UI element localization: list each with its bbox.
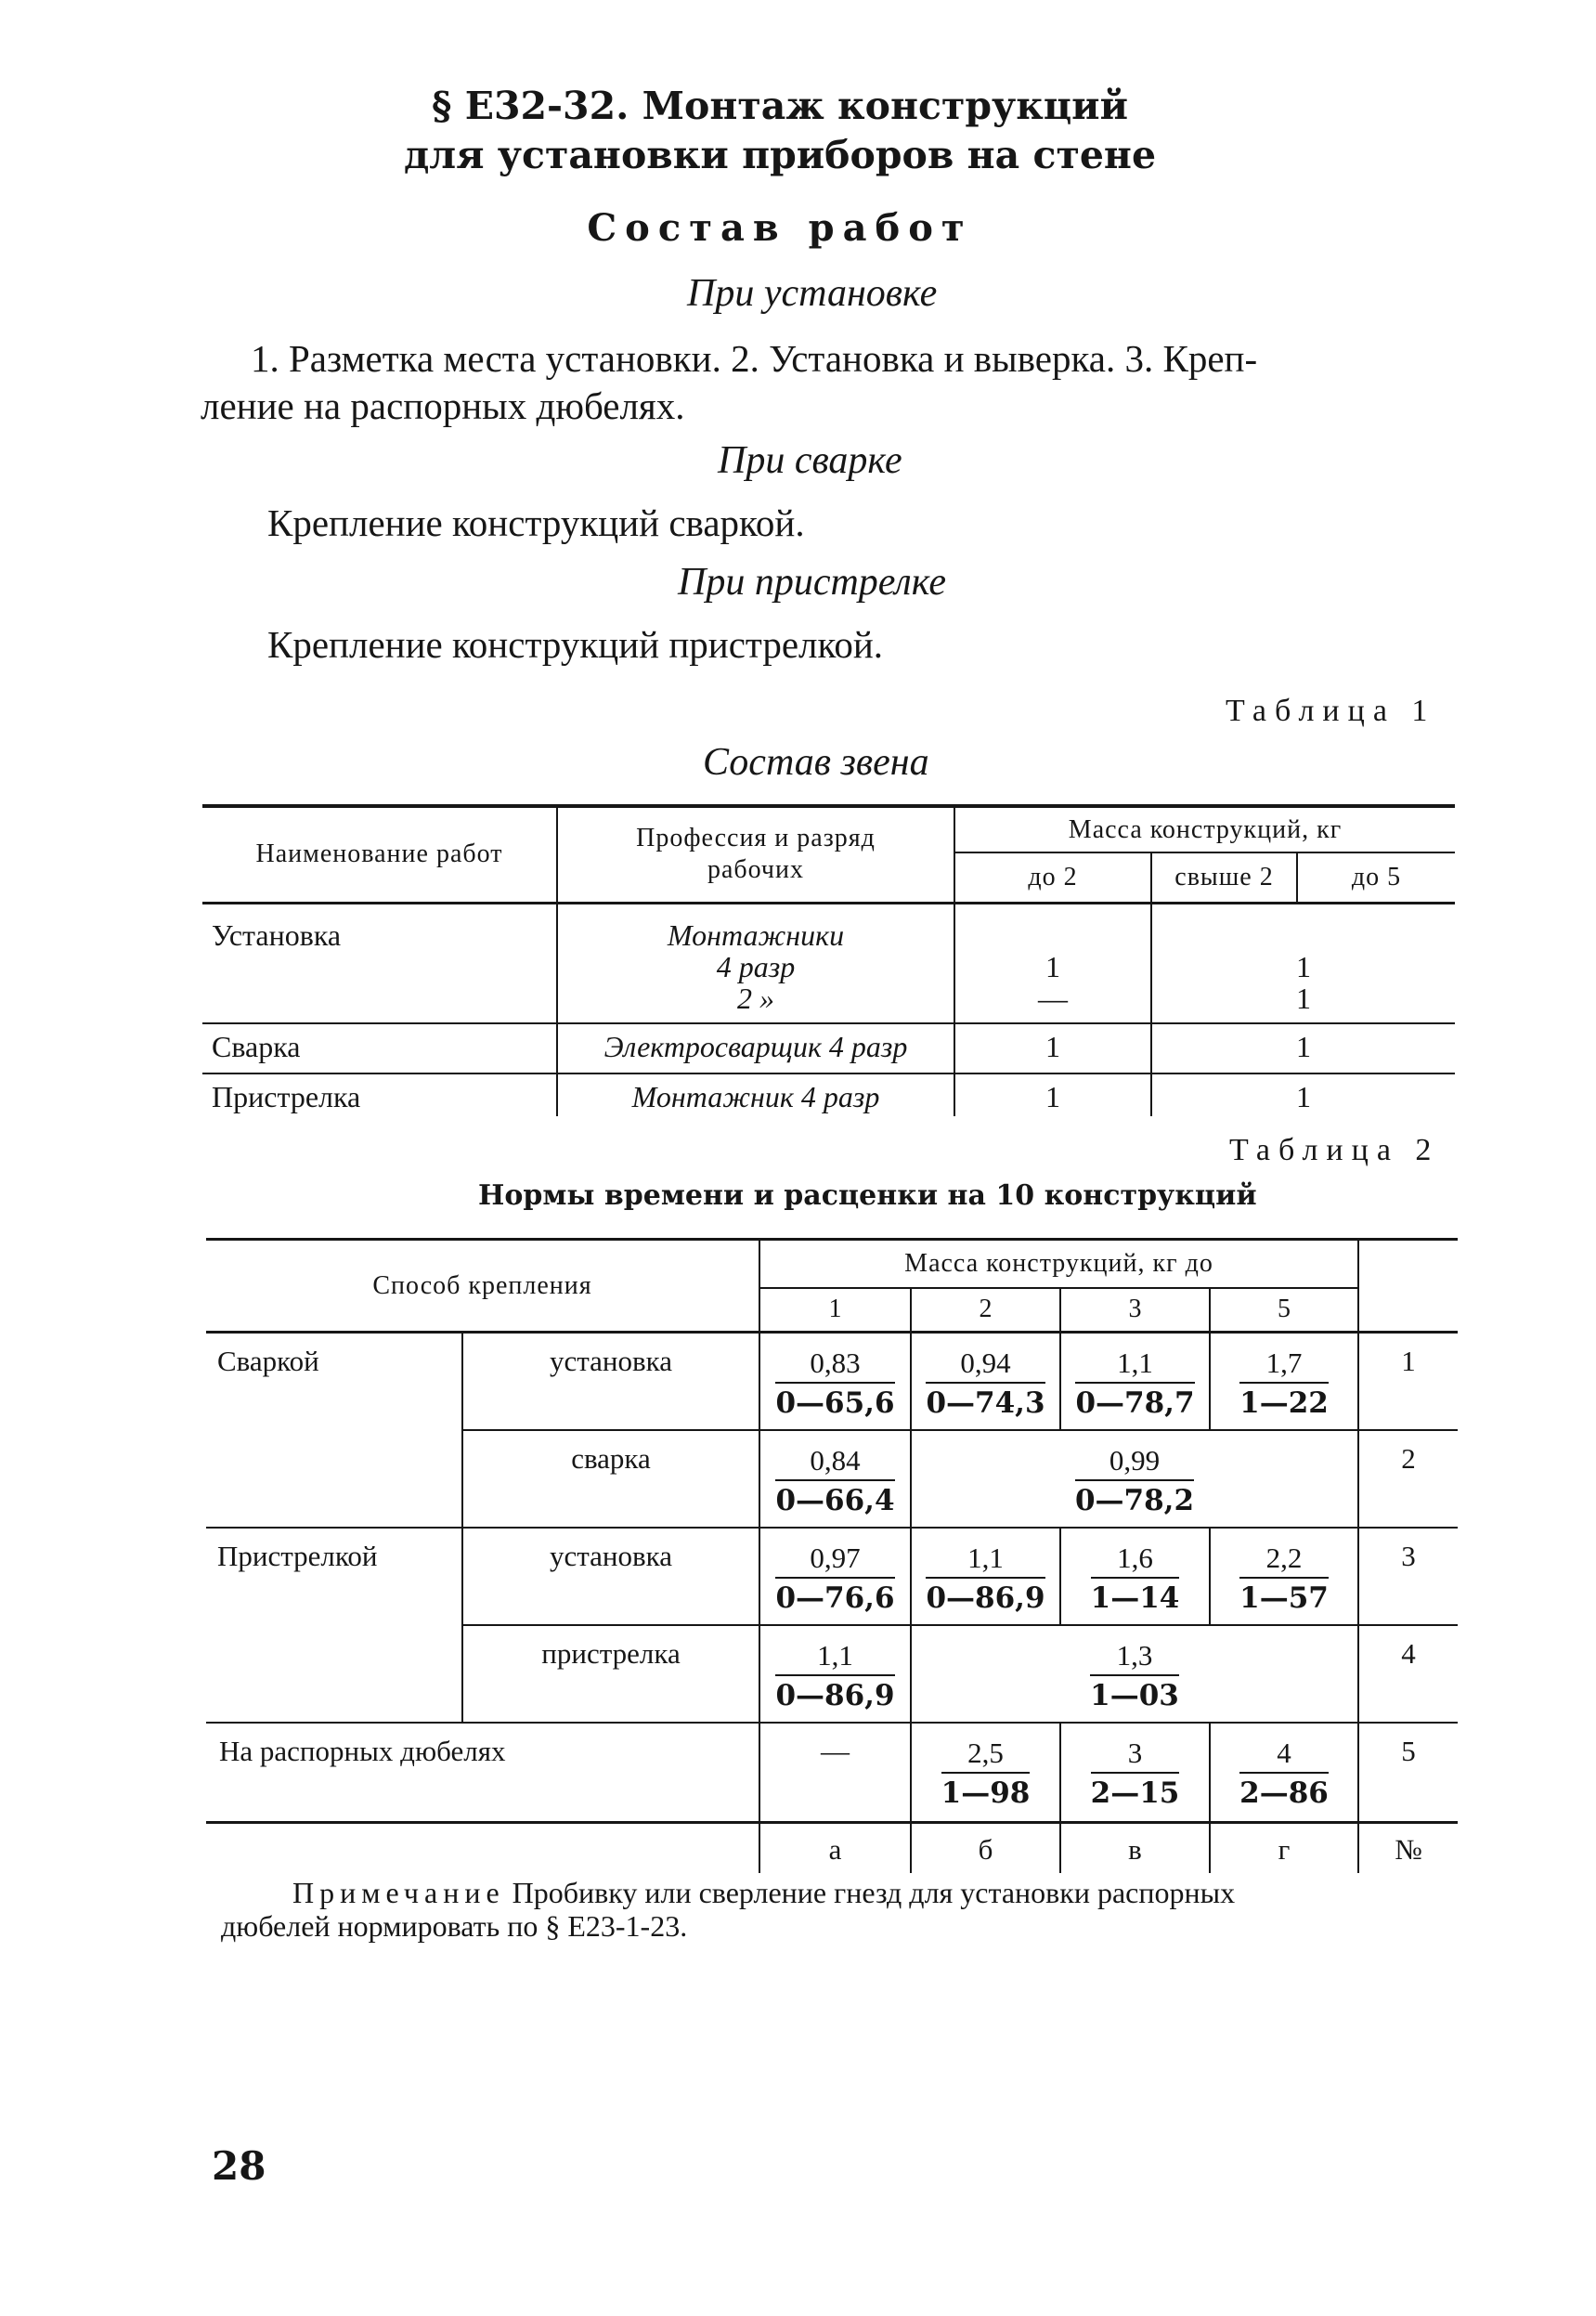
t2-cell-dash: — [759,1723,911,1823]
t1-row-profession: Электросварщик 4 разр [557,1023,954,1073]
fraction [1075,1345,1194,1423]
rate-value: 1—98 [941,1776,1031,1810]
t1-row-welding [202,1023,1455,1073]
t1-profession-line: 4 разр [716,949,796,983]
t2-row-number: 5 [1358,1723,1458,1823]
t2-row-number: 4 [1358,1625,1458,1723]
t2-row-number: 1 [1358,1333,1458,1430]
t1-row-profession: Монтажник 4 разр [557,1073,954,1116]
norm-value: 0,99 [1075,1442,1194,1481]
t2-cell [911,1333,1060,1430]
note-text-1: Пробивку или сверление гнезд для установки распорных [512,1876,1236,1909]
t1-row-name: Пристрелка [202,1073,557,1116]
heading-line-2: для установки приборов на стене [403,133,1157,177]
fraction [775,1442,894,1520]
subsection-title-welding: При сварке [718,439,902,482]
t2-footer-col: а [759,1823,911,1873]
norm-value: 1,1 [926,1540,1045,1579]
t1-header-profession [557,806,954,903]
t1-value: 1 [1296,949,1311,983]
t2-col-5: 5 [1210,1288,1358,1333]
t1-profession-line: Монтажники [667,917,845,952]
rate-value: 1—57 [1239,1581,1329,1615]
rate-value: 2—86 [1239,1776,1329,1810]
t1-value: 1 [1296,981,1311,1015]
t1-header-mass: Масса конструкций, кг [954,806,1455,852]
t1-cell-upto2: 1 [954,1073,1151,1116]
norm-value: 1,6 [1091,1540,1180,1579]
norm-value: 1,1 [775,1637,894,1676]
t1-row-profession [557,903,954,1023]
t2-op: пристрелка [462,1625,759,1723]
rate-value: 0—76,6 [775,1581,895,1615]
fraction [1239,1540,1329,1618]
note-line-2: дюбелей нормировать по § Е23-1-23. [221,1909,688,1943]
t2-row-number: 2 [1358,1430,1458,1528]
t2-col-1: 1 [759,1288,911,1333]
t1-cell-upto2 [954,903,1151,1023]
norm-value: 3 [1091,1735,1180,1774]
t1-cell-upto2: 1 [954,1023,1151,1073]
t1-row-shooting [202,1073,1455,1116]
t2-row-number: 3 [1358,1528,1458,1625]
t2-footer-row [206,1823,1458,1873]
t1-header-upto5: до 5 [1297,852,1455,903]
t2-header-blank [1358,1240,1458,1333]
norm-value: 1,1 [1075,1345,1194,1384]
norm-value: 1,3 [1090,1637,1179,1676]
rate-value: 0—86,9 [775,1678,895,1712]
fraction [926,1345,1045,1423]
t2-footer-col: в [1060,1823,1210,1873]
norm-value: 0,97 [775,1540,894,1579]
norm-value: 0,83 [775,1345,894,1384]
t2-footer-col: г [1210,1823,1358,1873]
installation-text-line-1: 1. Разметка места установки. 2. Установка и выверка. 3. Креп- [251,337,1258,380]
t2-cell [759,1430,911,1528]
t1-cell-over2: 1 [1296,1080,1311,1113]
t1-header-over2: свыше 2 [1151,852,1297,903]
norm-value: 0,84 [775,1442,894,1481]
t2-header-mass: Масса конструкций, кг до [759,1240,1358,1288]
t2-cell [1210,1528,1358,1625]
table2-label: Таблица 2 [1229,1133,1440,1167]
t2-row-1 [206,1333,1458,1430]
fraction [1091,1540,1180,1618]
t2-cell [911,1723,1060,1823]
section-heading [279,82,1281,180]
t1-header-upto2: до 2 [954,852,1151,903]
table1-title: Состав звена [703,741,929,784]
table2-title: Нормы времени и расценки на 10 конструкций [478,1179,1257,1212]
t1-row-name: Установка [202,903,557,1023]
rate-value: 2—15 [1090,1776,1180,1810]
t2-cell [1060,1333,1210,1430]
t2-cell [759,1333,911,1430]
note-label: Примечание [292,1876,505,1909]
t2-col-3: 3 [1060,1288,1210,1333]
t2-row-3 [206,1528,1458,1625]
page-number: 28 [212,2143,266,2189]
t2-cell-merged [911,1430,1358,1528]
fraction [1075,1442,1194,1520]
rate-value: 0—65,6 [775,1386,895,1420]
t2-dowels-label: На распорных дюбелях [206,1723,759,1823]
t1-header-profession-line2: рабочих [707,855,804,885]
t1-header-profession-line1: Профессия и разряд [636,824,876,853]
t2-cell [911,1528,1060,1625]
t2-group-welding: Сваркой [206,1333,462,1528]
fraction [775,1637,894,1715]
fraction [1239,1735,1329,1813]
t2-header-method: Способ крепления [206,1240,759,1333]
rate-value: 0—74,3 [926,1386,1045,1420]
t2-cell-merged [911,1625,1358,1723]
t2-row-5 [206,1723,1458,1823]
rate-value: 0—78,2 [1074,1483,1195,1517]
norm-value: 0,94 [926,1345,1045,1384]
table1-label: Таблица 1 [1226,694,1436,728]
t2-op: сварка [462,1430,759,1528]
fraction [1090,1637,1179,1715]
subsection-title-installation: При установке [687,272,938,315]
rate-value: 1—03 [1090,1678,1179,1712]
crew-table [202,804,1455,1116]
t2-col-2: 2 [911,1288,1060,1333]
norm-value: 1,7 [1239,1345,1329,1384]
rate-value: 0—66,4 [775,1483,895,1517]
rate-value: 0—86,9 [926,1581,1045,1615]
norm-value: 2,2 [1239,1540,1329,1579]
t2-footer-blank [206,1823,759,1873]
rate-value: 0—78,7 [1075,1386,1195,1420]
fraction [926,1540,1045,1618]
fraction [1239,1345,1329,1423]
fraction [941,1735,1031,1813]
heading-line-1: § Е32-32. Монтаж конструкций [432,84,1128,128]
t1-header-work: Наименование работ [202,806,557,903]
composition-title: Состав работ [587,206,973,250]
rate-value: 1—22 [1239,1386,1329,1420]
t2-cell [1060,1723,1210,1823]
t2-cell [1060,1528,1210,1625]
t1-value: — [1038,981,1068,1015]
fraction [775,1345,894,1423]
t1-value: 1 [1045,949,1060,983]
norm-value: 4 [1239,1735,1329,1774]
t1-profession-line: 2 » [737,981,774,1015]
t1-cell-over2: 1 [1151,1023,1455,1073]
fraction [775,1540,894,1618]
t2-op: установка [462,1528,759,1625]
t2-cell [1210,1723,1358,1823]
subsection-title-shooting: При пристрелке [678,561,946,604]
installation-text-line-2: ление на распорных дюбелях. [201,384,685,427]
t1-row-installation [202,903,1455,1023]
shooting-text: Крепление конструкций пристрелкой. [267,623,884,666]
t2-group-shooting: Пристрелкой [206,1528,462,1723]
norm-value: 2,5 [941,1735,1031,1774]
t2-footer-col: № [1395,1833,1422,1866]
t2-op: установка [462,1333,759,1430]
fraction [1091,1735,1180,1813]
t2-cell [759,1528,911,1625]
t2-cell [1210,1333,1358,1430]
t2-footer-col: б [911,1823,1060,1873]
t2-cell [759,1625,911,1723]
note-line-1 [292,1876,1235,1909]
t1-row-name: Сварка [202,1023,557,1073]
rate-value: 1—14 [1090,1581,1180,1615]
t1-cell-over2 [1151,903,1455,1023]
norms-table [206,1238,1458,1873]
welding-text: Крепление конструкций сваркой. [267,501,805,544]
